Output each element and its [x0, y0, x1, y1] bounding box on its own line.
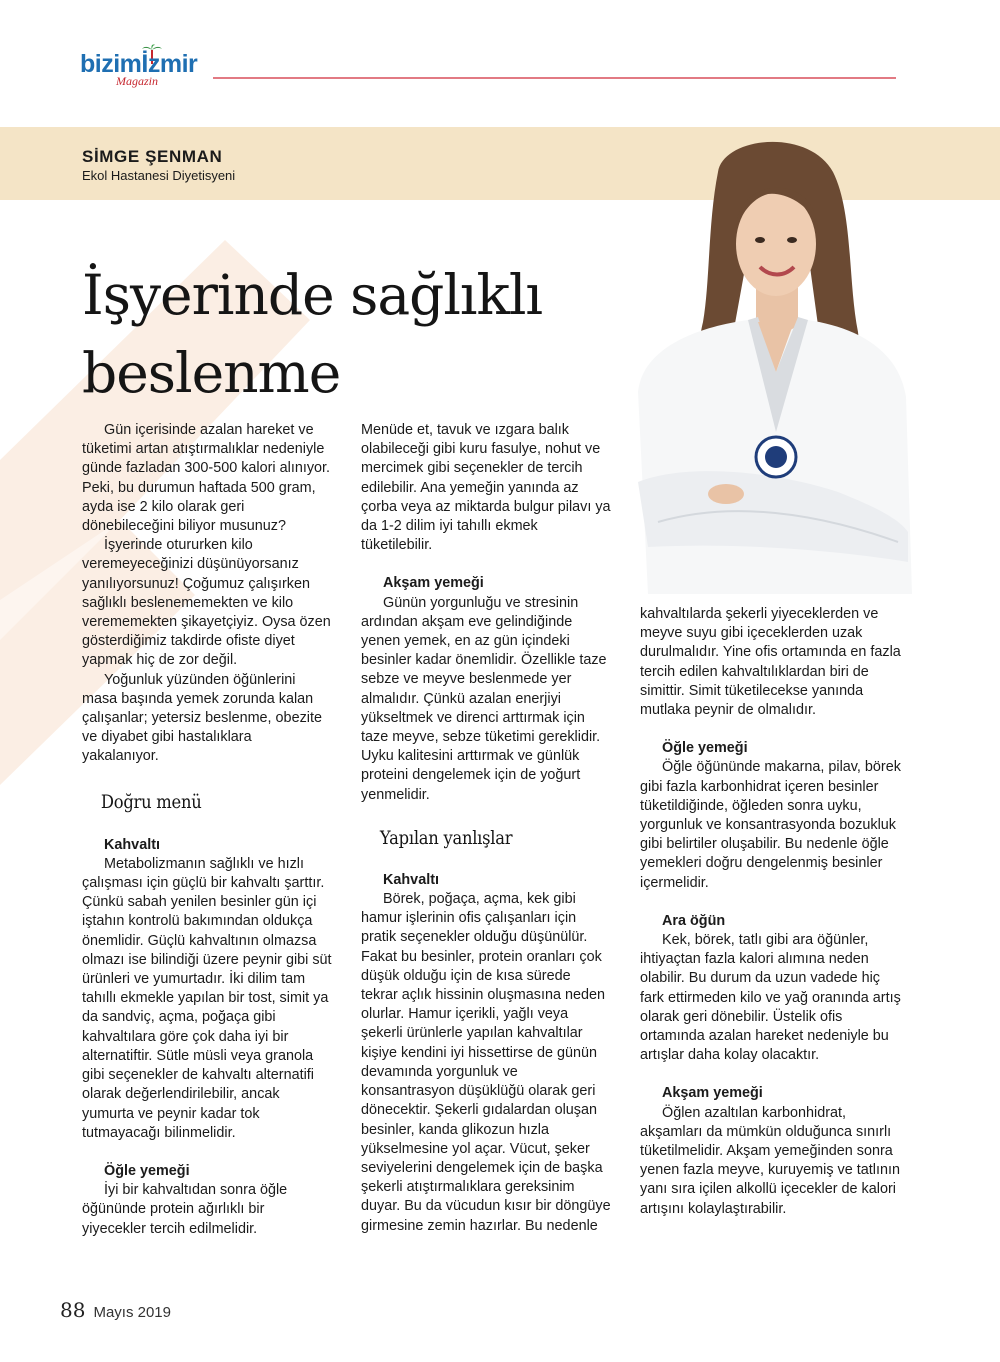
author-title: Ekol Hastanesi Diyetisyeni: [82, 168, 236, 183]
article-column-2: [361, 421, 611, 1236]
subheading: Akşam yemeği: [662, 1085, 763, 1102]
page-footer: [60, 1298, 171, 1322]
paragraph: Metabolizmanın sağlıklı ve hızlı çalışması için güçlü bir kahvaltı şarttır. Çünkü sabah yenilen besinler gün içi iştahın kontrolü bakımından oldukça önemlidir. Güçlü kahvaltının olmazsa olmazı ise bilindiği üzere peynir gibi süt ürünleri ve yumurtadır. İki dilim tam tahıllı ekmekle yapılan bir tost, simit ya da sandviç, açma, poğaça gibi kahvaltılara göre çok daha iyi bir alternatiftir. Sütle müsli veya granola gibi seçenekler de kahvaltı alternatifi olarak değerlendirilebilir, ancak yumurta ve peynir kadar tok tutmayacağı bilinmelidir.: [82, 855, 332, 1141]
article-column-1: [82, 421, 332, 1239]
article-headline: [82, 256, 602, 412]
header-rule: [213, 77, 896, 79]
brand-name: bizimİzmir: [80, 50, 198, 78]
author-name: SİMGE ŞENMAN: [82, 147, 223, 166]
issue-date: Mayıs 2019: [93, 1304, 171, 1321]
paragraph: Günün yorgunluğu ve stresinin ardından akşam eve gelindiğinde yenen yemek, en az gün içindeki besinler kadar önemlidir. Özellikle taze sebze ve meyve beslenmede yer almalıdır. Çünkü azalan enerjiyi yükseltmek ve direnci arttırmak için taze meyve, sebze tüketimi gereklidir. Uyku kalitesini arttırmak ve günlük proteini dengelemek için de yoğurt yenmelidir.: [361, 594, 607, 803]
headline-line-2: beslenme: [82, 341, 341, 405]
paragraph: kahvaltılarda şekerli yiyeceklerden ve meyve suyu gibi içeceklerden uzak durulmalıdır. Yine ofis ortamında en fazla tercih edilen kahvaltılıklardan biri de simittir. Simit tüketilecekse yanında mutlaka peynir de olmalıdır.: [640, 606, 901, 719]
subheading: Öğle yemeği: [662, 740, 748, 757]
paragraph: Yoğunluk yüzünden öğünlerini masa başında yemek zorunda kalan çalışanlar; yetersiz beslenme, obezite ve diyabet gibi hastalıklara yakalanıyor.: [82, 671, 322, 765]
section-title: Yapılan yanlışlar: [379, 826, 513, 849]
brand-logo[interactable]: [80, 44, 220, 92]
headline-line-1: İşyerinde sağlıklı: [82, 263, 543, 327]
subheading: Kahvaltı: [383, 871, 439, 888]
article-column-3: [640, 605, 902, 1219]
paragraph: İyi bir kahvaltıdan sonra öğle öğününde protein ağırlıklı bir yiyecekler tercih edilmelidir.: [82, 1182, 288, 1237]
subheading: Öğle yemeği: [104, 1162, 190, 1179]
author-photo: [608, 132, 912, 594]
paragraph: Öğle öğününde makarna, pilav, börek gibi fazla karbonhidrat içeren besinler tüketildiğinde, öğleden sonra uyku, yorgunluk ve konsantrasyonda bozukluk gibi belirtiler oluşabilir. Bu nedenle öğle yemekleri doğru dengelenmiş besinler içermelidir.: [640, 759, 901, 891]
subheading: Kahvaltı: [104, 836, 160, 853]
paragraph: Börek, poğaça, açma, kek gibi hamur işlerinin ofis çalışanları için pratik seçenekler olduğu düşünülür. Fakat bu besinler, protein oranları çok düşük olduğu için de kısa sürede tekrar açlık hissinin oluşmasına neden olurlar. Hamur içerikli, yağlı veya şekerli ürünlerle yapılan kahvaltılar kişiye kendini iyi hissettirse de günün devamında yorgunluk ve konsantrasyon düşüklüğü olarak geri dönecektir. Şekerli gıdalardan oluşan besinler, kanda glikozun hızla yükselmesine yol açar. Vücut, şeker seviyelerini dengelemek için de başka şekerli atıştırmalıklara gereksinim duyar. Bu da vücudun kısır bir döngüye girmesine zemin hazırlar. Bu nedenle: [361, 891, 611, 1234]
paragraph: Kek, börek, tatlı gibi ara öğünler, ihtiyaçtan fazla kalori alımına neden olabilir. Bu durum da uzun vadede hiç fark ettirmeden kilo ve yağ oranında artış olarak geri dönebilir. Üstelik ofis ortamında azalan hareket nedeniyle bu artışlar daha kolay olacaktır.: [640, 932, 901, 1064]
page-number: 88: [60, 1298, 86, 1322]
subheading: Akşam yemeği: [383, 575, 484, 592]
paragraph: Gün içerisinde azalan hareket ve tüketimi artan atıştırmalıklar nedeniyle günde fazladan 300-500 kalori alınıyor. Peki, bu durumun haftada 500 gram, ayda ise 2 kilo olarak geri dönebileceğini biliyor musunuz?: [82, 422, 331, 535]
subheading: Ara öğün: [662, 912, 726, 929]
paragraph: Menüde et, tavuk ve ızgara balık olabileceği gibi kuru fasulye, nohut ve mercimek gibi seçenekler de tercih edilebilir. Ana yemeğin yanında az çorba veya az miktarda bulgur pilavı ya da 1-2 dilim iyi tahıllı ekmek tüketilebilir.: [361, 422, 611, 554]
paragraph: İşyerinde otururken kilo veremeyeceğinizi düşünüyorsanız yanılıyorsunuz! Çoğumuz çalışırken sağlıklı beslenememekten ve kilo verememekten şikayetçiyiz. Oysa özen gösterdiğimiz takdirde ofiste diyet yapmak hiç de zor değil.: [82, 537, 331, 669]
paragraph: Öğlen azaltılan karbonhidrat, akşamları da mümkün olduğunca sınırlı tüketilmelidir. Akşam yemeğinden sonra yenen fazla meyve, kuruyemiş ve tatlının yanı sıra içilen alkollü içecekler de kalori artışını kolaylaştırabilir.: [640, 1104, 900, 1217]
section-title: Doğru menü: [100, 790, 202, 813]
brand-subtitle: Magazin: [116, 74, 158, 88]
